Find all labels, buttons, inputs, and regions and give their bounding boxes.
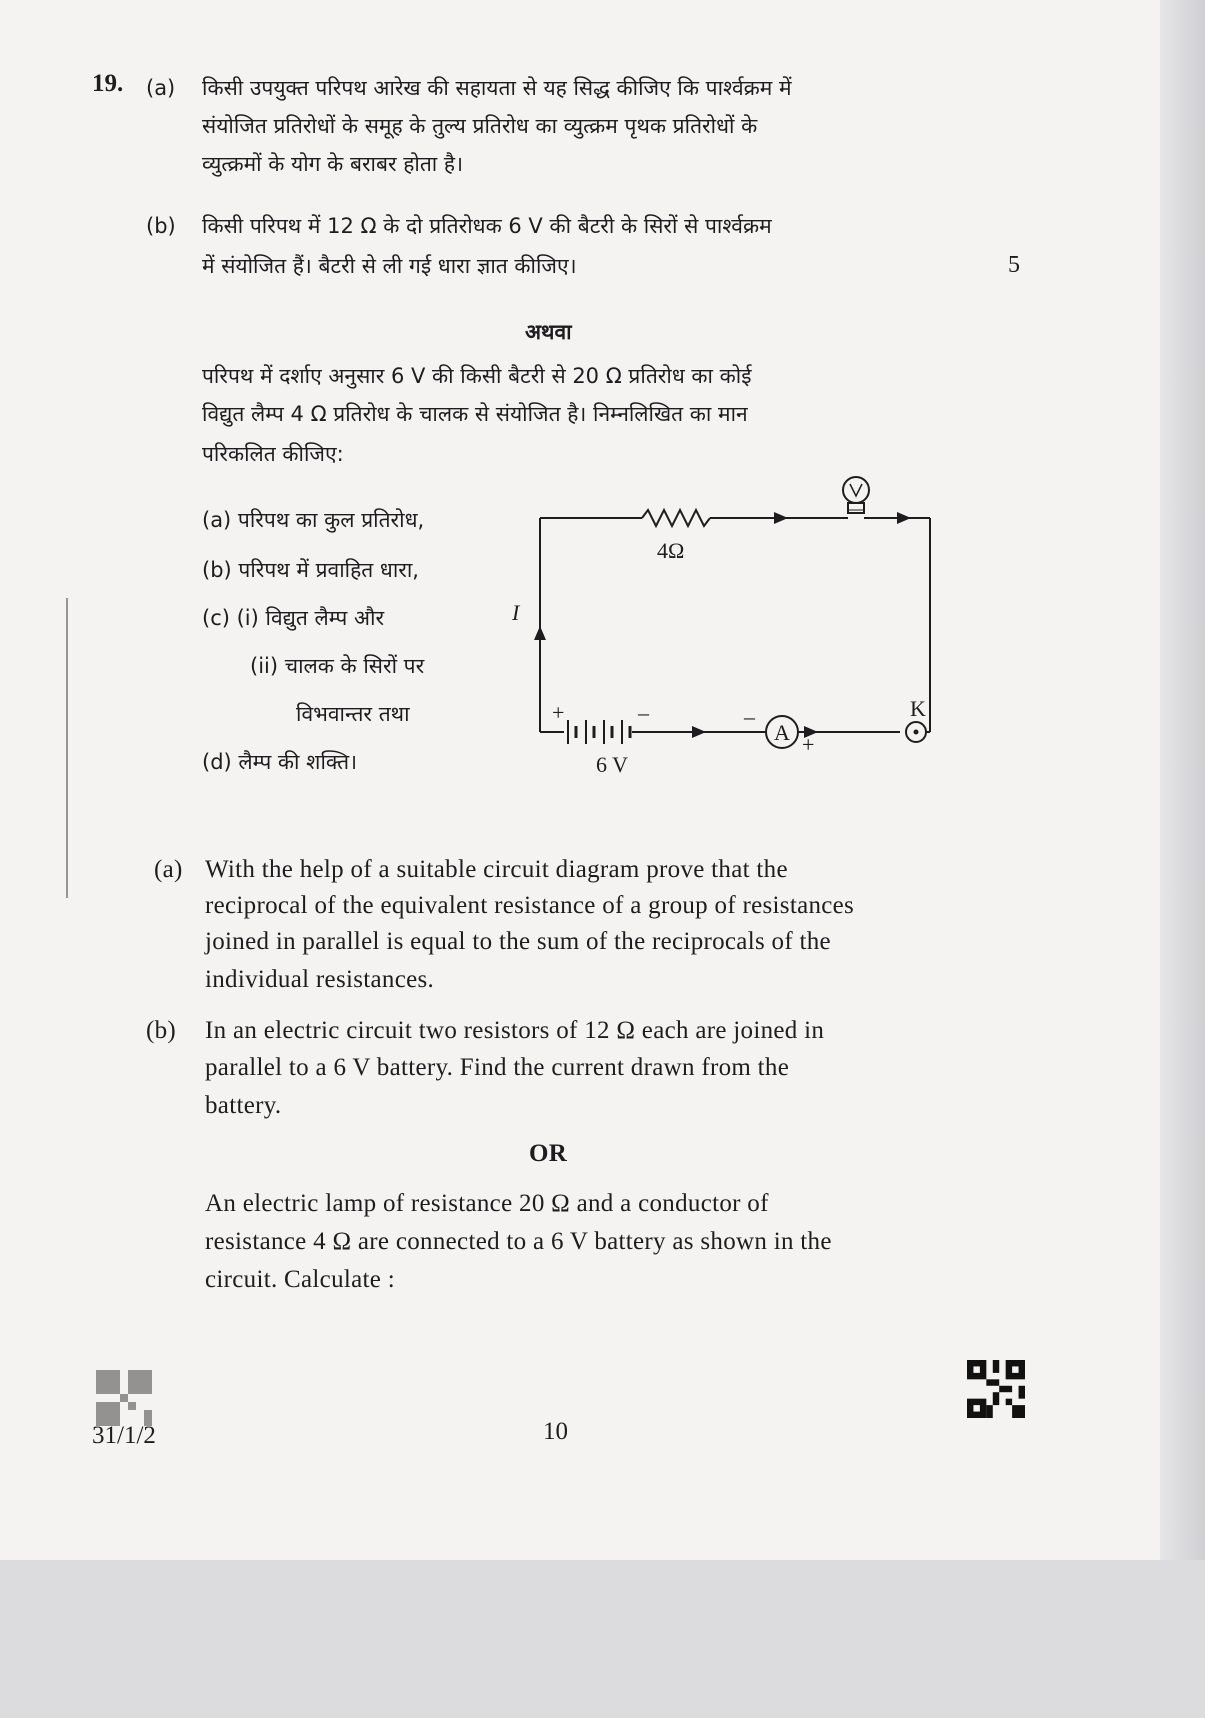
hi-item-c-ii: (ii) चालक के सिरों पर: [250, 654, 425, 678]
hi-part-a-line-2: संयोजित प्रतिरोधों के समूह के तुल्य प्रतिरोध का व्युत्क्रम पृथक प्रतिरोधों के: [202, 114, 758, 138]
marks: 5: [1008, 252, 1020, 278]
circuit-svg: [512, 470, 952, 780]
lamp-icon: [843, 477, 869, 513]
hi-or-heading: अथवा: [525, 320, 572, 344]
current-label: I: [512, 600, 520, 625]
en-part-b-line-3: battery.: [205, 1092, 282, 1119]
ammeter-plus: +: [802, 732, 815, 757]
en-part-b-line-2: parallel to a 6 V battery. Find the current drawn from the: [205, 1054, 790, 1081]
hi-item-c-i: (c) (i) विद्युत लैम्प और: [202, 606, 385, 630]
hi-part-a-line-3: व्युत्क्रमों के योग के बराबर होता है।: [202, 152, 464, 176]
qr-code: [967, 1360, 1025, 1418]
hi-part-a-line-1: किसी उपयुक्त परिपथ आरेख की सहायता से यह सिद्ध कीजिए कि पार्श्वक्रम में: [202, 76, 792, 100]
en-or-line-2: resistance 4 Ω are connected to a 6 V battery as shown in the: [205, 1228, 832, 1255]
battery-plus: +: [552, 700, 565, 725]
en-part-a-line-1: With the help of a suitable circuit diagram prove that the: [205, 856, 788, 883]
hi-part-b-line-2: में संयोजित हैं। बैटरी से ली गई धारा ज्ञात कीजिए।: [202, 254, 577, 278]
scanner-background: [0, 1560, 1205, 1718]
en-or-line-3: circuit. Calculate :: [205, 1266, 395, 1293]
hi-item-a: (a) परिपथ का कुल प्रतिरोध,: [202, 508, 425, 532]
en-part-b-line-1: In an electric circuit two resistors of 12 Ω each are joined in: [205, 1017, 825, 1044]
current-arrow-top: [774, 512, 788, 524]
battery-minus: –: [638, 700, 649, 725]
en-part-a-line-3: joined in parallel is equal to the sum of the reciprocals of the: [205, 928, 831, 955]
en-part-b-label: (b): [146, 1017, 177, 1044]
hi-item-c-ii-cont: विभवान्तर तथा: [296, 702, 410, 726]
en-part-a-line-4: individual resistances.: [205, 966, 435, 993]
qr-code-faint: [96, 1368, 152, 1428]
battery-label: 6 V: [596, 752, 628, 777]
hi-or-line-1: परिपथ में दर्शाए अनुसार 6 V की किसी बैटरी से 20 Ω प्रतिरोध का कोई: [202, 364, 752, 388]
circuit-diagram: [512, 470, 952, 780]
ammeter-minus: –: [744, 704, 755, 729]
en-part-a-line-2: reciprocal of the equivalent resistance of a group of resistances: [205, 892, 855, 919]
paper-code: 31/1/2: [92, 1422, 156, 1449]
hi-part-b-label: (b): [146, 214, 176, 238]
question-number: 19.: [92, 70, 124, 97]
en-or-line-1: An electric lamp of resistance 20 Ω and a conductor of: [205, 1190, 769, 1217]
margin-mark: [66, 598, 68, 898]
hi-part-a-label: (a): [146, 76, 176, 100]
ammeter-label: A: [774, 720, 790, 745]
resistor-label: 4Ω: [657, 538, 685, 563]
page-edge: [1160, 0, 1205, 1560]
hi-item-b: (b) परिपथ में प्रवाहित धारा,: [202, 558, 419, 582]
hi-part-b-line-1: किसी परिपथ में 12 Ω के दो प्रतिरोधक 6 V की बैटरी के सिरों से पार्श्वक्रम: [202, 214, 772, 238]
current-arrow-left: [534, 626, 546, 640]
page-number: 10: [543, 1418, 568, 1445]
key-symbol: [906, 722, 926, 742]
hi-item-d: (d) लैम्प की शक्ति।: [202, 750, 358, 774]
en-part-a-label: (a): [154, 856, 183, 883]
en-or-heading: OR: [529, 1140, 568, 1167]
resistor-symbol: [642, 510, 710, 526]
hi-or-line-3: परिकलित कीजिए:: [202, 442, 344, 466]
battery-symbol: [568, 720, 630, 744]
hi-or-line-2: विद्युत लैम्प 4 Ω प्रतिरोध के चालक से संयोजित है। निम्नलिखित का मान: [202, 402, 748, 426]
key-label: K: [910, 696, 926, 721]
